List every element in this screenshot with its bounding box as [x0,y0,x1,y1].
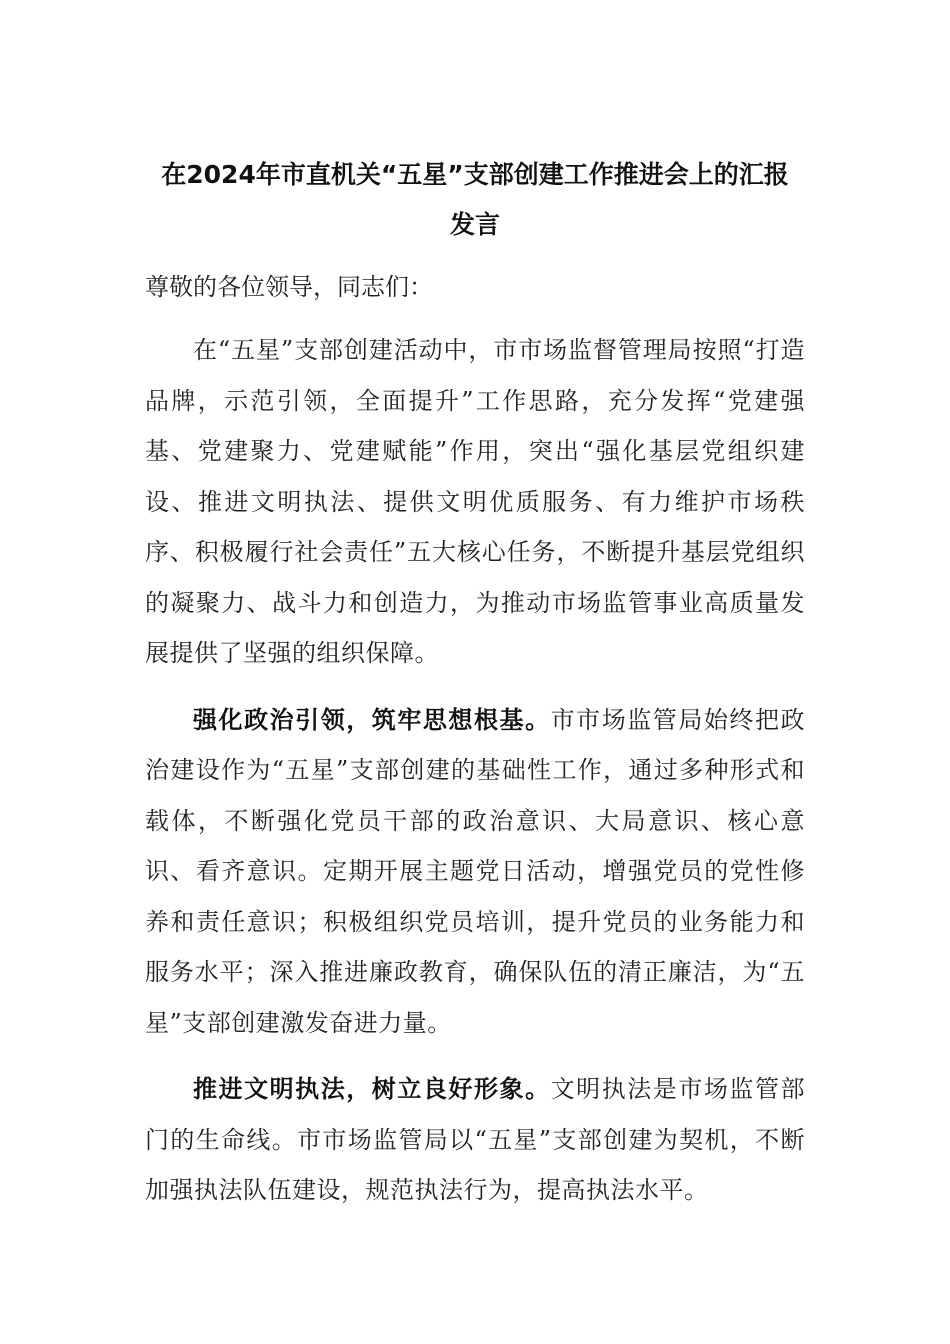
paragraph-lead: 推进文明执法，树立良好形象。 [193,1074,551,1103]
paragraph-text: 市市场监管局始终把政治建设作为“五星”支部创建的基础性工作，通过多种形式和载体，不断强化党员干部的政治意识、大局意识、核心意识、看齐意识。定期开展主题党日活动，增强党员的党性修养和责任意识；积极组织党员培训，提升党员的业务能力和服务水平；深入推进廉政教育，确保队伍的清正廉洁，为“五星”支部创建激发奋进力量。 [145,705,805,1037]
paragraph-lead: 强化政治引领，筑牢思想根基。 [193,704,551,734]
paragraph-civilized-enforcement [145,1064,805,1216]
salutation: 尊敬的各位领导，同志们： [145,273,433,301]
paragraph-intro [145,325,805,679]
document-body [145,325,805,1232]
title-line-2: 发言 [449,210,500,239]
paragraph-text: 文明执法是市场监管部门的生命线。市市场监管局以“五星”支部创建为契机，不断加强执法队伍建设，规范执法行为，提高执法水平。 [145,1075,805,1204]
paragraph-text: 在“五星”支部创建活动中，市市场监督管理局按照“打造品牌，示范引领，全面提升”工作思路，充分发挥“党建强基、党建聚力、党建赋能”作用，突出“强化基层党组织建设、推进文明执法、提供文明优质服务、有力维护市场秩序、积极履行社会责任”五大核心任务，不断提升基层党组织的凝聚力、战斗力和创造力，为推动市场监管事业高质量发展提供了坚强的组织保障。 [145,336,805,667]
paragraph-political-leadership [145,695,805,1049]
title-line-1: 在2024年市直机关“五星”支部创建工作推进会上的汇报 [161,160,789,189]
document-title [145,150,805,250]
